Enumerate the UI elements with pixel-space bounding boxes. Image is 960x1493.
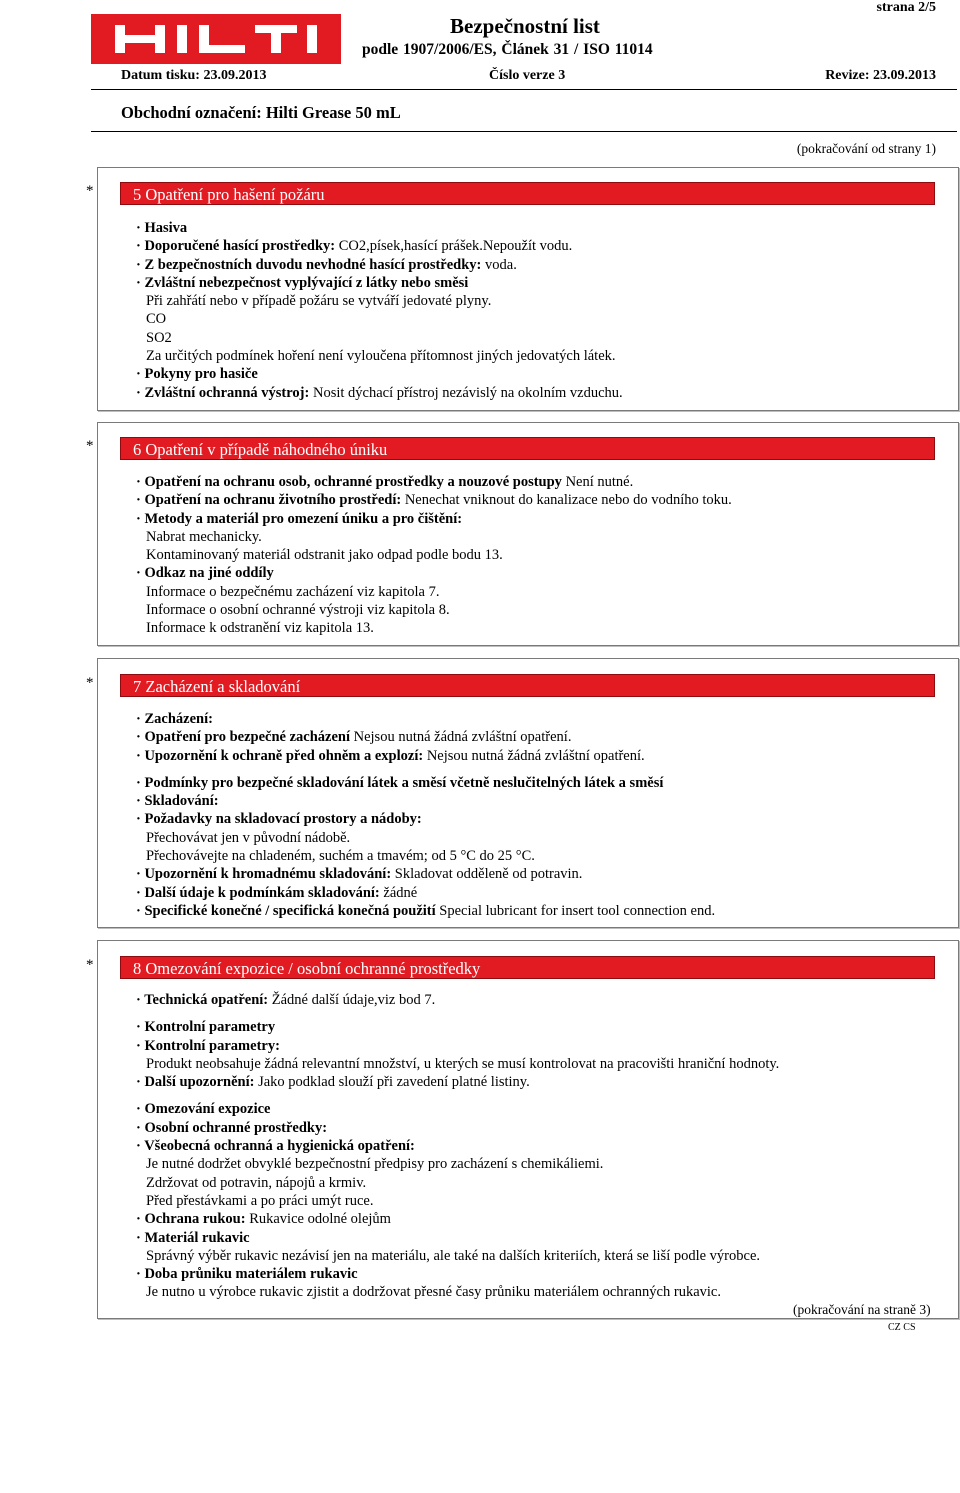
field-label: · Z bezpečnostních duvodu nevhodné hasící prostředky: [136,256,482,273]
field-value: voda. [481,256,517,273]
text-line: · Omezování expozice [136,1101,271,1118]
hilti-logo-graphic [91,14,341,64]
text-line: Zdržovat od potravin, nápojů a krmiv. [146,1174,367,1191]
field-label: · Opatření pro bezpečné zacházení [136,729,350,746]
text-line: · Skladování: [136,793,219,810]
continued-from-note: (pokračování od strany 1) [796,141,936,156]
field-label: · Další upozornění: [136,1074,255,1091]
print-date: Datum tisku: 23.09.2013 [121,68,267,83]
text-line: Produkt neobsahuje žádná relevantní množství, u kterých se musí kontrolovat na pracovišti hraniční hodnoty. [146,1055,780,1072]
text-line: · Pokyny pro hasiče [136,366,258,383]
text-line: SO2 [146,329,172,346]
text-line: · Kontrolní parametry [136,1019,276,1036]
text-line: · Metody a materiál pro omezení úniku a pro čištění: [136,510,463,527]
change-marker: * [86,957,94,973]
section-6-heading: 6 Opatření v případě náhodného úniku [120,437,935,460]
text-line: Při zahřátí nebo v případě požáru se vytváří jedovaté plyny. [146,293,492,310]
text-line: · Všeobecná ochranná a hygienická opatření: [136,1138,415,1155]
text-line: · Doba průniku materiálem rukavic [136,1266,358,1283]
field-value: žádné [379,884,418,901]
version-number: Číslo verze 3 [489,68,566,83]
text-line: Informace o osobní ochranné výstroji viz kapitola 8. [146,602,450,619]
text-line: · Zvláštní nebezpečnost vyplývající z látky nebo směsi [136,274,469,291]
change-marker: * [86,183,94,199]
section-7-content [136,710,936,920]
trade-name: Obchodní označení: Hilti Grease 50 mL [121,103,401,122]
text-line: Za určitých podmínek hoření není vyloučena přítomnost jiných jedovatých látek. [146,348,616,365]
section-8-content [136,991,936,1302]
spacer [136,1091,936,1100]
field-label: · Zvláštní ochranná výstroj: [136,384,310,401]
header-rule-top [91,89,957,90]
field-label: · Specifické konečné / specifická konečná použití [136,902,436,919]
field-label: · Další údaje k podmínkám skladování: [136,884,380,901]
text-line: · Odkaz na jiné oddíly [136,565,274,582]
field-value: Žádné další údaje,viz bod 7. [268,992,436,1008]
document-subtitle: podle 1907/2006/ES, Článek 31 / ISO 11014 [362,41,653,58]
field-label: · Technická opatření: [136,992,269,1008]
section-7-heading: 7 Zacházení a skladování [120,674,935,697]
text-line: · Hasiva [136,220,188,236]
field-label: · Opatření na ochranu životního prostředí: [136,492,402,509]
field-value: Nosit dýchací přístroj nezávislý na okolním vzduchu. [309,384,623,401]
field-value: Jako podklad slouží při zavedení platné listiny. [254,1074,530,1091]
field-label: · Ochrana rukou: [136,1211,246,1228]
change-marker: * [86,675,94,691]
section-6-content [136,473,936,638]
revision-date: Revize: 23.09.2013 [825,68,936,83]
text-line: CO [146,311,167,328]
field-label: · Doporučené hasící prostředky: [136,238,336,255]
text-line: Je nutno u výrobce rukavic zjistit a dodržovat přesné časy průniku materiálem ochranných rukavic. [146,1284,721,1301]
text-line: · Kontrolní parametry: [136,1037,280,1054]
text-line: Před přestávkami a po práci umýt ruce. [146,1192,374,1209]
document-title: Bezpečnostní list [450,14,600,38]
continued-to-note: (pokračování na straně 3) [793,1302,931,1317]
field-value: Special lubricant for insert tool connection end. [435,902,716,919]
field-value: Skladovat odděleně od potravin. [391,866,583,883]
text-line: · Požadavky na skladovací prostory a nádoby: [136,811,422,828]
text-line: Informace o bezpečnému zacházení viz kapitola 7. [146,583,440,600]
text-line: Je nutné dodržet obvyklé bezpečnostní předpisy pro zacházení s chemikáliemi. [146,1156,604,1173]
field-label: · Upozornění k ochraně před ohněm a explozí: [136,747,424,764]
text-line: · Podmínky pro bezpečné skladování látek a směsí včetně neslučitelných látek a směsí [136,774,664,791]
field-value: Rukavice odolné olejům [245,1211,391,1228]
field-value: Není nutné. [561,474,634,490]
text-line: · Zacházení: [136,711,213,727]
text-line: Správný výběr rukavic nezávisí jen na materiálu, ale také na dalších kriteriích, která se liší podle výrobce. [146,1247,761,1264]
section-8-heading: 8 Omezování expozice / osobní ochranné prostředky [120,956,935,979]
header-rule-bottom [91,131,957,132]
field-value: Nenechat vniknout do kanalizace nebo do vodního toku. [401,492,732,509]
section-5-content [136,219,936,402]
field-value: CO2,písek,hasící prášek.Nepoužít vodu. [335,238,573,255]
text-line: · Materiál rukavic [136,1229,250,1246]
field-value: Nejsou nutná žádná zvláštní opatření. [349,729,572,746]
text-line: Informace k odstranění viz kapitola 13. [146,620,374,637]
spacer [136,1009,936,1018]
field-label: · Opatření na ochranu osob, ochranné prostředky a nouzové postupy [136,474,562,490]
page-number: strana 2/5 [876,0,936,15]
text-line: · Osobní ochranné prostředky: [136,1119,328,1136]
field-value: Nejsou nutná žádná zvláštní opatření. [423,747,645,764]
field-label: · Upozornění k hromadnému skladování: [136,866,392,883]
change-marker: * [86,438,94,454]
text-line: Přechovávejte na chladeném, suchém a tmavém; od 5 °C do 25 °C. [146,848,535,865]
hilti-logo [91,14,341,64]
language-code: CZ CS [888,1322,916,1333]
text-line: Kontaminovaný materiál odstranit jako odpad podle bodu 13. [146,547,503,564]
text-line: Nabrat mechanicky. [146,528,262,545]
section-5-heading: 5 Opatření pro hašení požáru [120,182,935,205]
text-line: Přechovávat jen v původní nádobě. [146,829,351,846]
spacer [136,765,936,774]
